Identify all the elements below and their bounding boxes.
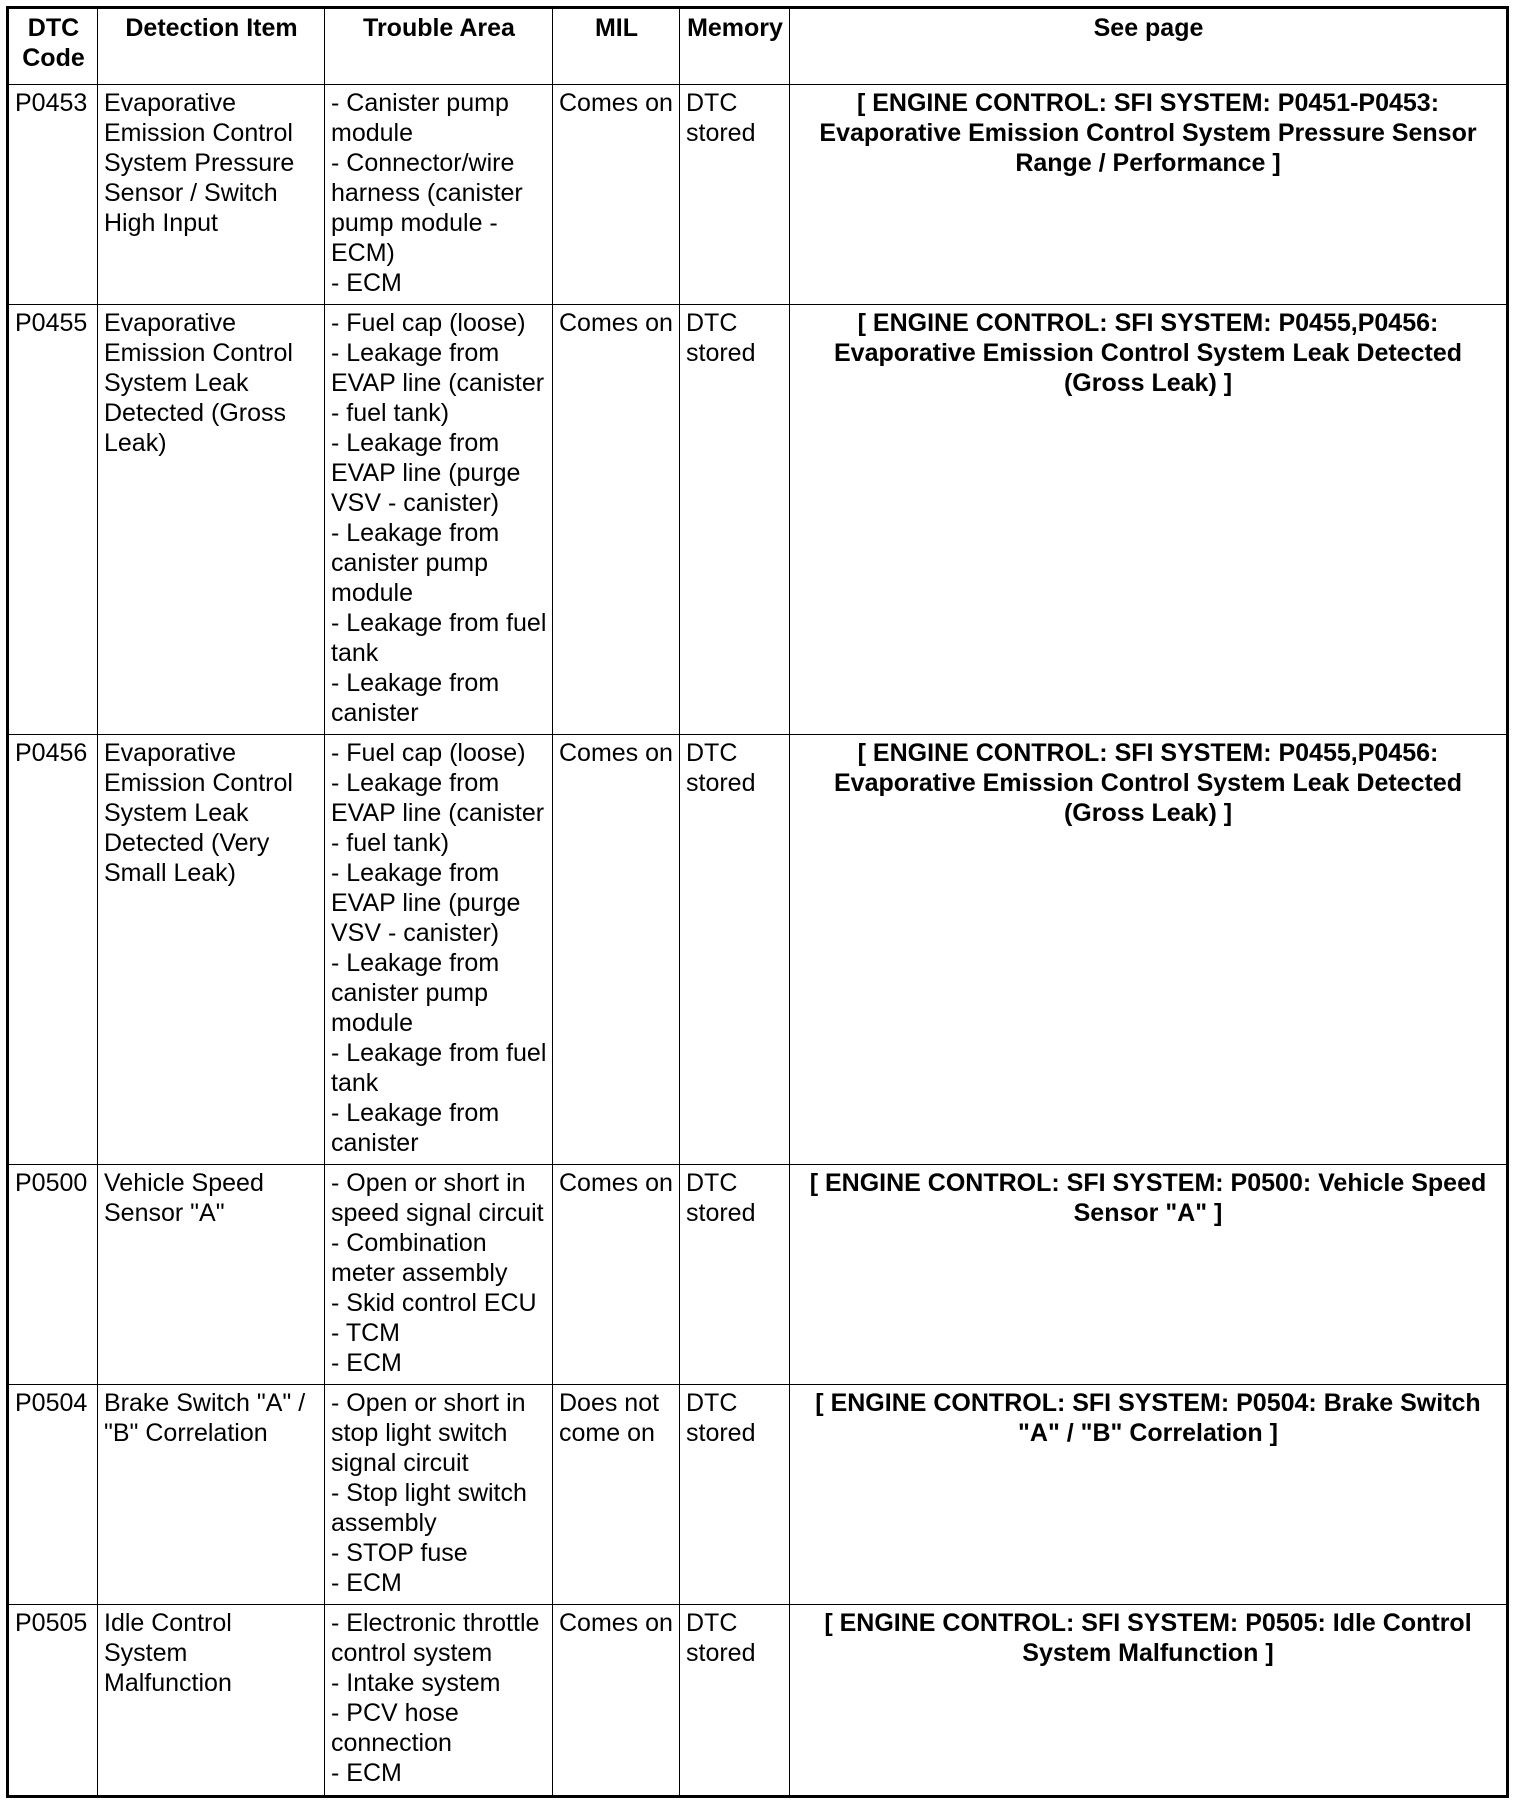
memory-status: DTC stored xyxy=(680,1385,790,1605)
header-row xyxy=(8,8,1508,85)
trouble-area-line: - Leakage from EVAP line (canister - fuel tank) xyxy=(331,339,545,427)
mil-status: Comes on xyxy=(553,85,680,305)
trouble-area-line: - ECM xyxy=(331,269,402,297)
trouble-area xyxy=(325,735,553,1165)
table-row xyxy=(8,305,1508,735)
trouble-area-line: - Leakage from EVAP line (canister - fuel tank) xyxy=(331,769,545,857)
table-header xyxy=(8,8,1508,85)
detection-item: Evaporative Emission Control System Leak Detected (Very Small Leak) xyxy=(98,735,325,1165)
table-row xyxy=(8,85,1508,305)
trouble-area-line: - ECM xyxy=(331,1349,402,1377)
dtc-code: P0500 xyxy=(8,1165,98,1385)
trouble-area xyxy=(325,305,553,735)
trouble-area-line: - TCM xyxy=(331,1319,400,1347)
detection-item: Vehicle Speed Sensor "A" xyxy=(98,1165,325,1385)
see-page-reference: [ ENGINE CONTROL: SFI SYSTEM: P0500: Vehicle Speed Sensor "A" ] xyxy=(790,1165,1508,1385)
trouble-area xyxy=(325,1385,553,1605)
trouble-area xyxy=(325,1165,553,1385)
trouble-area-line: - Stop light switch assembly xyxy=(331,1479,527,1537)
trouble-area-line: - STOP fuse xyxy=(331,1539,468,1567)
detection-item: Idle Control System Malfunction xyxy=(98,1605,325,1797)
trouble-area-line: - Leakage from EVAP line (purge VSV - canister) xyxy=(331,859,521,947)
table-row xyxy=(8,735,1508,1165)
trouble-area xyxy=(325,85,553,305)
table-row xyxy=(8,1605,1508,1797)
see-page-reference: [ ENGINE CONTROL: SFI SYSTEM: P0504: Brake Switch "A" / "B" Correlation ] xyxy=(790,1385,1508,1605)
memory-status: DTC stored xyxy=(680,735,790,1165)
header-detection-item: Detection Item xyxy=(98,8,325,85)
header-memory: Memory xyxy=(680,8,790,85)
table-body xyxy=(8,85,1508,1797)
trouble-area-line: - Connector/wire harness (canister pump module - ECM) xyxy=(331,149,523,267)
table-row xyxy=(8,1165,1508,1385)
trouble-area-line: - PCV hose connection xyxy=(331,1699,459,1757)
dtc-code: P0456 xyxy=(8,735,98,1165)
detection-item: Evaporative Emission Control System Leak Detected (Gross Leak) xyxy=(98,305,325,735)
trouble-area-line: - Fuel cap (loose) xyxy=(331,739,526,767)
mil-status: Comes on xyxy=(553,1165,680,1385)
mil-status: Comes on xyxy=(553,1605,680,1797)
trouble-area-line: - Fuel cap (loose) xyxy=(331,309,526,337)
memory-status: DTC stored xyxy=(680,1605,790,1797)
memory-status: DTC stored xyxy=(680,305,790,735)
trouble-area-line: - Leakage from fuel tank xyxy=(331,609,547,667)
trouble-area-line: - Leakage from EVAP line (purge VSV - canister) xyxy=(331,429,521,517)
see-page-reference: [ ENGINE CONTROL: SFI SYSTEM: P0451-P0453: Evaporative Emission Control System Pressure Sensor Range / Performance ] xyxy=(790,85,1508,305)
trouble-area-line: - Skid control ECU xyxy=(331,1289,537,1317)
see-page-reference: [ ENGINE CONTROL: SFI SYSTEM: P0505: Idle Control System Malfunction ] xyxy=(790,1605,1508,1797)
trouble-area-line: - Leakage from canister xyxy=(331,1099,500,1157)
see-page-reference: [ ENGINE CONTROL: SFI SYSTEM: P0455,P0456: Evaporative Emission Control System Leak Detected (Gross Leak) ] xyxy=(790,735,1508,1165)
header-see-page: See page xyxy=(790,8,1508,85)
dtc-code: P0505 xyxy=(8,1605,98,1797)
trouble-area-line: - Leakage from canister pump module xyxy=(331,949,500,1037)
trouble-area-line: - Canister pump module xyxy=(331,89,509,147)
trouble-area-line: - Intake system xyxy=(331,1669,501,1697)
detection-item: Evaporative Emission Control System Pressure Sensor / Switch High Input xyxy=(98,85,325,305)
dtc-code: P0453 xyxy=(8,85,98,305)
table-row xyxy=(8,1385,1508,1605)
trouble-area-line: - Leakage from canister pump module xyxy=(331,519,500,607)
mil-status: Comes on xyxy=(553,305,680,735)
trouble-area-line: - Combination meter assembly xyxy=(331,1229,508,1287)
header-dtc-code: DTC Code xyxy=(8,8,98,85)
dtc-table xyxy=(6,6,1509,1798)
trouble-area xyxy=(325,1605,553,1797)
memory-status: DTC stored xyxy=(680,85,790,305)
detection-item: Brake Switch "A" / "B" Correlation xyxy=(98,1385,325,1605)
header-mil: MIL xyxy=(553,8,680,85)
trouble-area-line: - Leakage from canister xyxy=(331,669,500,727)
trouble-area-line: - ECM xyxy=(331,1569,402,1597)
dtc-code: P0455 xyxy=(8,305,98,735)
trouble-area-line: - Leakage from fuel tank xyxy=(331,1039,547,1097)
trouble-area-line: - Open or short in speed signal circuit xyxy=(331,1169,544,1227)
memory-status: DTC stored xyxy=(680,1165,790,1385)
dtc-code: P0504 xyxy=(8,1385,98,1605)
see-page-reference: [ ENGINE CONTROL: SFI SYSTEM: P0455,P0456: Evaporative Emission Control System Leak Detected (Gross Leak) ] xyxy=(790,305,1508,735)
mil-status: Comes on xyxy=(553,735,680,1165)
trouble-area-line: - ECM xyxy=(331,1759,402,1787)
trouble-area-line: - Open or short in stop light switch signal circuit xyxy=(331,1389,526,1477)
trouble-area-line: - Electronic throttle control system xyxy=(331,1609,540,1667)
mil-status: Does not come on xyxy=(553,1385,680,1605)
header-trouble-area: Trouble Area xyxy=(325,8,553,85)
